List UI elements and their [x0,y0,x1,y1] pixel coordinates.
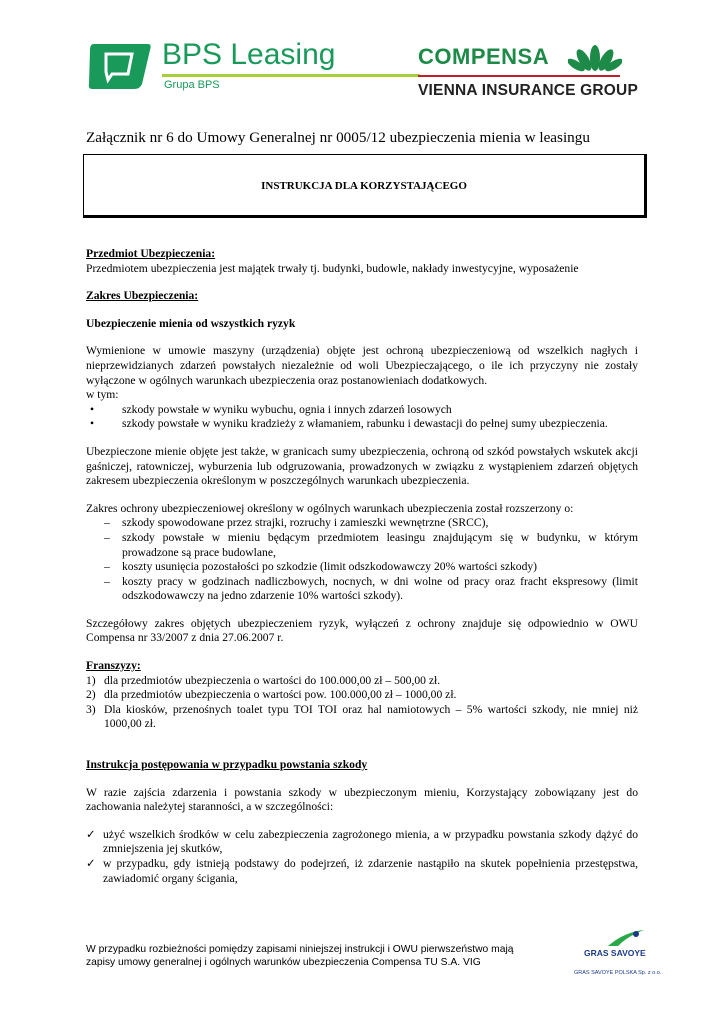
scope-paragraph-2: Ubezpieczone mienie objęte jest także, w granicach sumy ubezpieczenia, ochroną od szkód powstałych wskutek akcji gaśniczej, ratowniczej, wyburzenia lub odgruzowania, prowadzonych w związku z wystąpieniem zdarzeń objętych zakresem ubezpieczenia określonym w poszczególnych warunkach ubezpieczenia. [86,444,638,488]
page-title: Załącznik nr 6 do Umowy Generalnej nr 0005/12 ubezpieczenia mienia w leasingu [86,129,590,146]
checkmark-icon: ✓ [86,857,96,870]
scope-paragraph-3: Zakres ochrony ubezpieczeniowej określony w ogólnych warunkach ubezpieczenia został rozszerzony o: [86,501,574,515]
subject-text: Przedmiotem ubezpieczenia jest majątek trwały tj. budynki, budowle, nakłady inwestycyjne, wyposażenie [86,261,579,275]
list-item: ✓ użyć wszelkich środków w celu zabezpieczenia zagrożonego mienia, a w przypadku powstania szkody dążyć do zmniejszenia jej skutków, [86,827,638,856]
footer-line-2: zapisy umowy generalnej i ogólnych warunków ubezpieczenia Compensa TU S.A. VIG [86,957,481,969]
compensa-fan-icon [568,38,622,72]
scope-subheading: Ubezpieczenie mienia od wszystkich ryzyk [86,316,296,330]
gras-savoye-name: GRAS SAVOYE [584,948,646,958]
section-heading-subject: Przedmiot Ubezpieczenia: [86,247,216,260]
scope-paragraph-1: Wymienione w umowie maszyny (urządzenia) objęte jest ochroną ubezpieczeniową od wszelkich nagłych i nieprzewidzianych zdarzeń powstałych niezależnie od woli Ubezpieczającego, o ile ich przyczyny nie zostały wyłączone w ogólnych warunkach ubezpieczenia oraz postanowieniach dodatkowych. [86,344,638,387]
bps-name: BPS Leasing [162,38,336,71]
bps-leaf-icon [86,42,154,90]
compensa-subtitle: VIENNA INSURANCE GROUP [418,82,638,99]
list-item: – koszty usunięcia pozostałości po szkodzie (limit odszkodowawczy 20% wartości szkody) [104,560,538,574]
list-item: – szkody spowodowane przez strajki, rozruchy i zamieszki wewnętrzne (SRCC), [104,516,489,530]
compensa-name: COMPENSA [418,44,550,69]
compensa-logo [418,38,638,104]
list-item: – szkody powstałe w mieniu będącym przedmiotem leasingu znajdującym się w budynku, w którym prowadzone są prace budowlane, [104,530,638,559]
bps-divider [162,74,420,77]
instruction-box-title: INSTRUKCJA DLA KORZYSTAJĄCEGO [261,180,467,192]
list-item: 2) dla przedmiotów ubezpieczenia o wartości pow. 100.000,00 zł – 1000,00 zł. [86,688,457,702]
section-heading-scope: Zakres Ubezpieczenia: [86,289,199,303]
footer-note [86,943,556,970]
bps-leasing-logo [86,38,346,98]
list-item: 3) Dla kiosków, przenośnych toalet typu TOI TOI oraz hal namiotowych – 5% wartości szkody, nie mniej niż 1000,00 zł. [86,702,638,731]
list-item: • szkody powstałe w wyniku kradzieży z włamaniem, rabunku i dewastacji do pełnej sumy ubezpieczenia. [90,417,608,431]
compensa-divider [418,75,620,77]
list-item: ✓ w przypadku, gdy istnieją podstawy do podejrzeń, iż zdarzenie nastąpiło na skutek popełnienia przestępstwa, zawiadomić organy ścigania, [86,857,638,885]
gras-savoye-subtitle: GRAS SAVOYE POLSKA Sp. z o.o. [574,970,662,976]
footer-line-1: W przypadku rozbieżności pomiędzy zapisami niniejszej instrukcji i OWU pierwszeństwo mają [86,944,514,955]
instruction-box [83,154,647,218]
scope-paragraph-4: Szczegółowy zakres objętych ubezpieczeniem ryzyk, wyłączeń z ochrony znajduje się odpowiednio w OWU Compensa nr 33/2007 z dnia 27.06.2007 r. [86,616,638,645]
list-item: • szkody powstałe w wyniku wybuchu, ognia i innych zdarzeń losowych [90,402,452,416]
section-heading-claims: Instrukcja postępowania w przypadku powstania szkody [86,758,368,772]
document-body [86,247,638,886]
list-item: 1) dla przedmiotów ubezpieczenia o wartości do 100.000,00 zł – 500,00 zł. [86,673,441,687]
checkmark-icon: ✓ [86,827,96,841]
scope-paragraph-1-tail: w tym: [86,388,119,402]
gras-savoye-swoosh-icon [606,928,646,948]
bps-subtitle: Grupa BPS [164,79,220,91]
list-item: – koszty pracy w godzinach nadliczbowych, nocnych, w dni wolne od pracy oraz fracht ekspresowy (limit odszkodowawczy na jedno zdarzenie 10% wartości szkody). [104,574,638,603]
claims-paragraph: W razie zajścia zdarzenia i powstania szkody w ubezpieczonym mieniu, Korzystający zobowiązany jest do zachowania należytej staranności, a w szczególności: [86,785,638,814]
section-heading-franchise: Franszyzy: [86,659,141,673]
gras-savoye-logo [566,928,666,980]
